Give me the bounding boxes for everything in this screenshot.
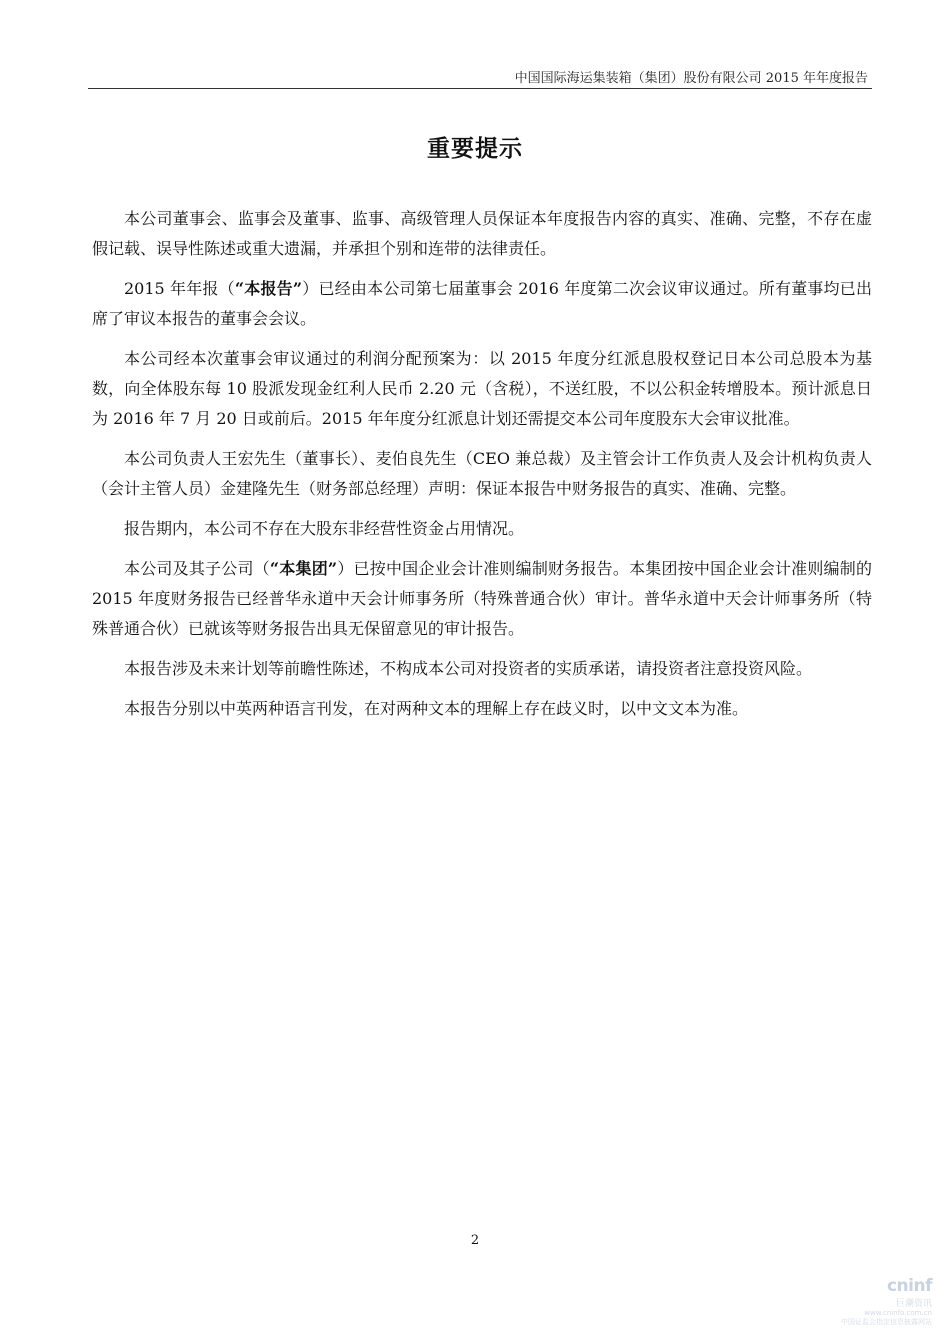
watermark-tagline: 中国证监会指定信息披露网站	[841, 1318, 932, 1326]
paragraph-text: ）已经由本公司第七届董事会 2016 年度第二次会议审议通过。所有董事均已出席了审议本报告的董事会会议。	[92, 279, 872, 328]
paragraph-text: 报告期内，本公司不存在大股东非经营性资金占用情况。	[124, 519, 525, 538]
paragraph-text: 本公司董事会、监事会及董事、监事、高级管理人员保证本年度报告内容的真实、准确、完整，不存在虚假记载、误导性陈述或重大遗漏，并承担个别和连带的法律责任。	[92, 209, 872, 258]
paragraph-text: 本公司负责人王宏先生（董事长）、麦伯良先生（CEO 兼总裁）及主管会计工作负责人及会计机构负责人（会计主管人员）金建隆先生（财务部总经理）声明：保证本报告中财务报告的真实、准确、完整。	[92, 449, 872, 498]
running-header: 中国国际海运集装箱（集团）股份有限公司 2015 年年度报告	[514, 71, 868, 86]
body-paragraph	[92, 554, 872, 644]
watermark-url: www.cninfo.com.cn	[864, 1309, 932, 1317]
defined-term: “本集团”	[269, 559, 338, 578]
body-paragraph	[92, 274, 872, 334]
paragraph-text: 2015 年年报（	[124, 279, 235, 298]
body-paragraph	[92, 344, 872, 434]
body-paragraph	[92, 694, 872, 724]
watermark-name: 巨潮资讯	[895, 1299, 932, 1309]
watermark-logo: cninf	[886, 1276, 932, 1296]
page-title: 重要提示	[427, 135, 523, 162]
header-divider	[88, 88, 872, 89]
paragraph-text: 本报告涉及未来计划等前瞻性陈述，不构成本公司对投资者的实质承诺，请投资者注意投资风险。	[124, 659, 813, 678]
defined-term: “本报告”	[234, 279, 303, 298]
paragraph-text: 本公司经本次董事会审议通过的利润分配预案为：以 2015 年度分红派息股权登记日本公司总股本为基数，向全体股东每 10 股派发现金红利人民币 2.20 元（含税），不送红股，不以公积金转增股本。预计派息日为 2016 年 7 月 20 日或前后。2015 年年度分红派息计划还需提交本公司年度股东大会审议批准。	[92, 349, 872, 428]
body-text	[92, 204, 872, 734]
page-number: 2	[470, 1233, 480, 1248]
body-paragraph	[92, 204, 872, 264]
paragraph-text: ）已按中国企业会计准则编制财务报告。本集团按中国企业会计准则编制的 2015 年度财务报告已经普华永道中天会计师事务所（特殊普通合伙）审计。普华永道中天会计师事务所（特殊普通合伙）已就该等财务报告出具无保留意见的审计报告。	[92, 559, 872, 638]
body-paragraph	[92, 514, 872, 544]
paragraph-text: 本报告分别以中英两种语言刊发，在对两种文本的理解上存在歧义时，以中文文本为准。	[124, 699, 749, 718]
cninfo-watermark	[822, 1276, 932, 1334]
body-paragraph	[92, 654, 872, 684]
body-paragraph	[92, 444, 872, 504]
paragraph-text: 本公司及其子公司（	[124, 559, 270, 578]
